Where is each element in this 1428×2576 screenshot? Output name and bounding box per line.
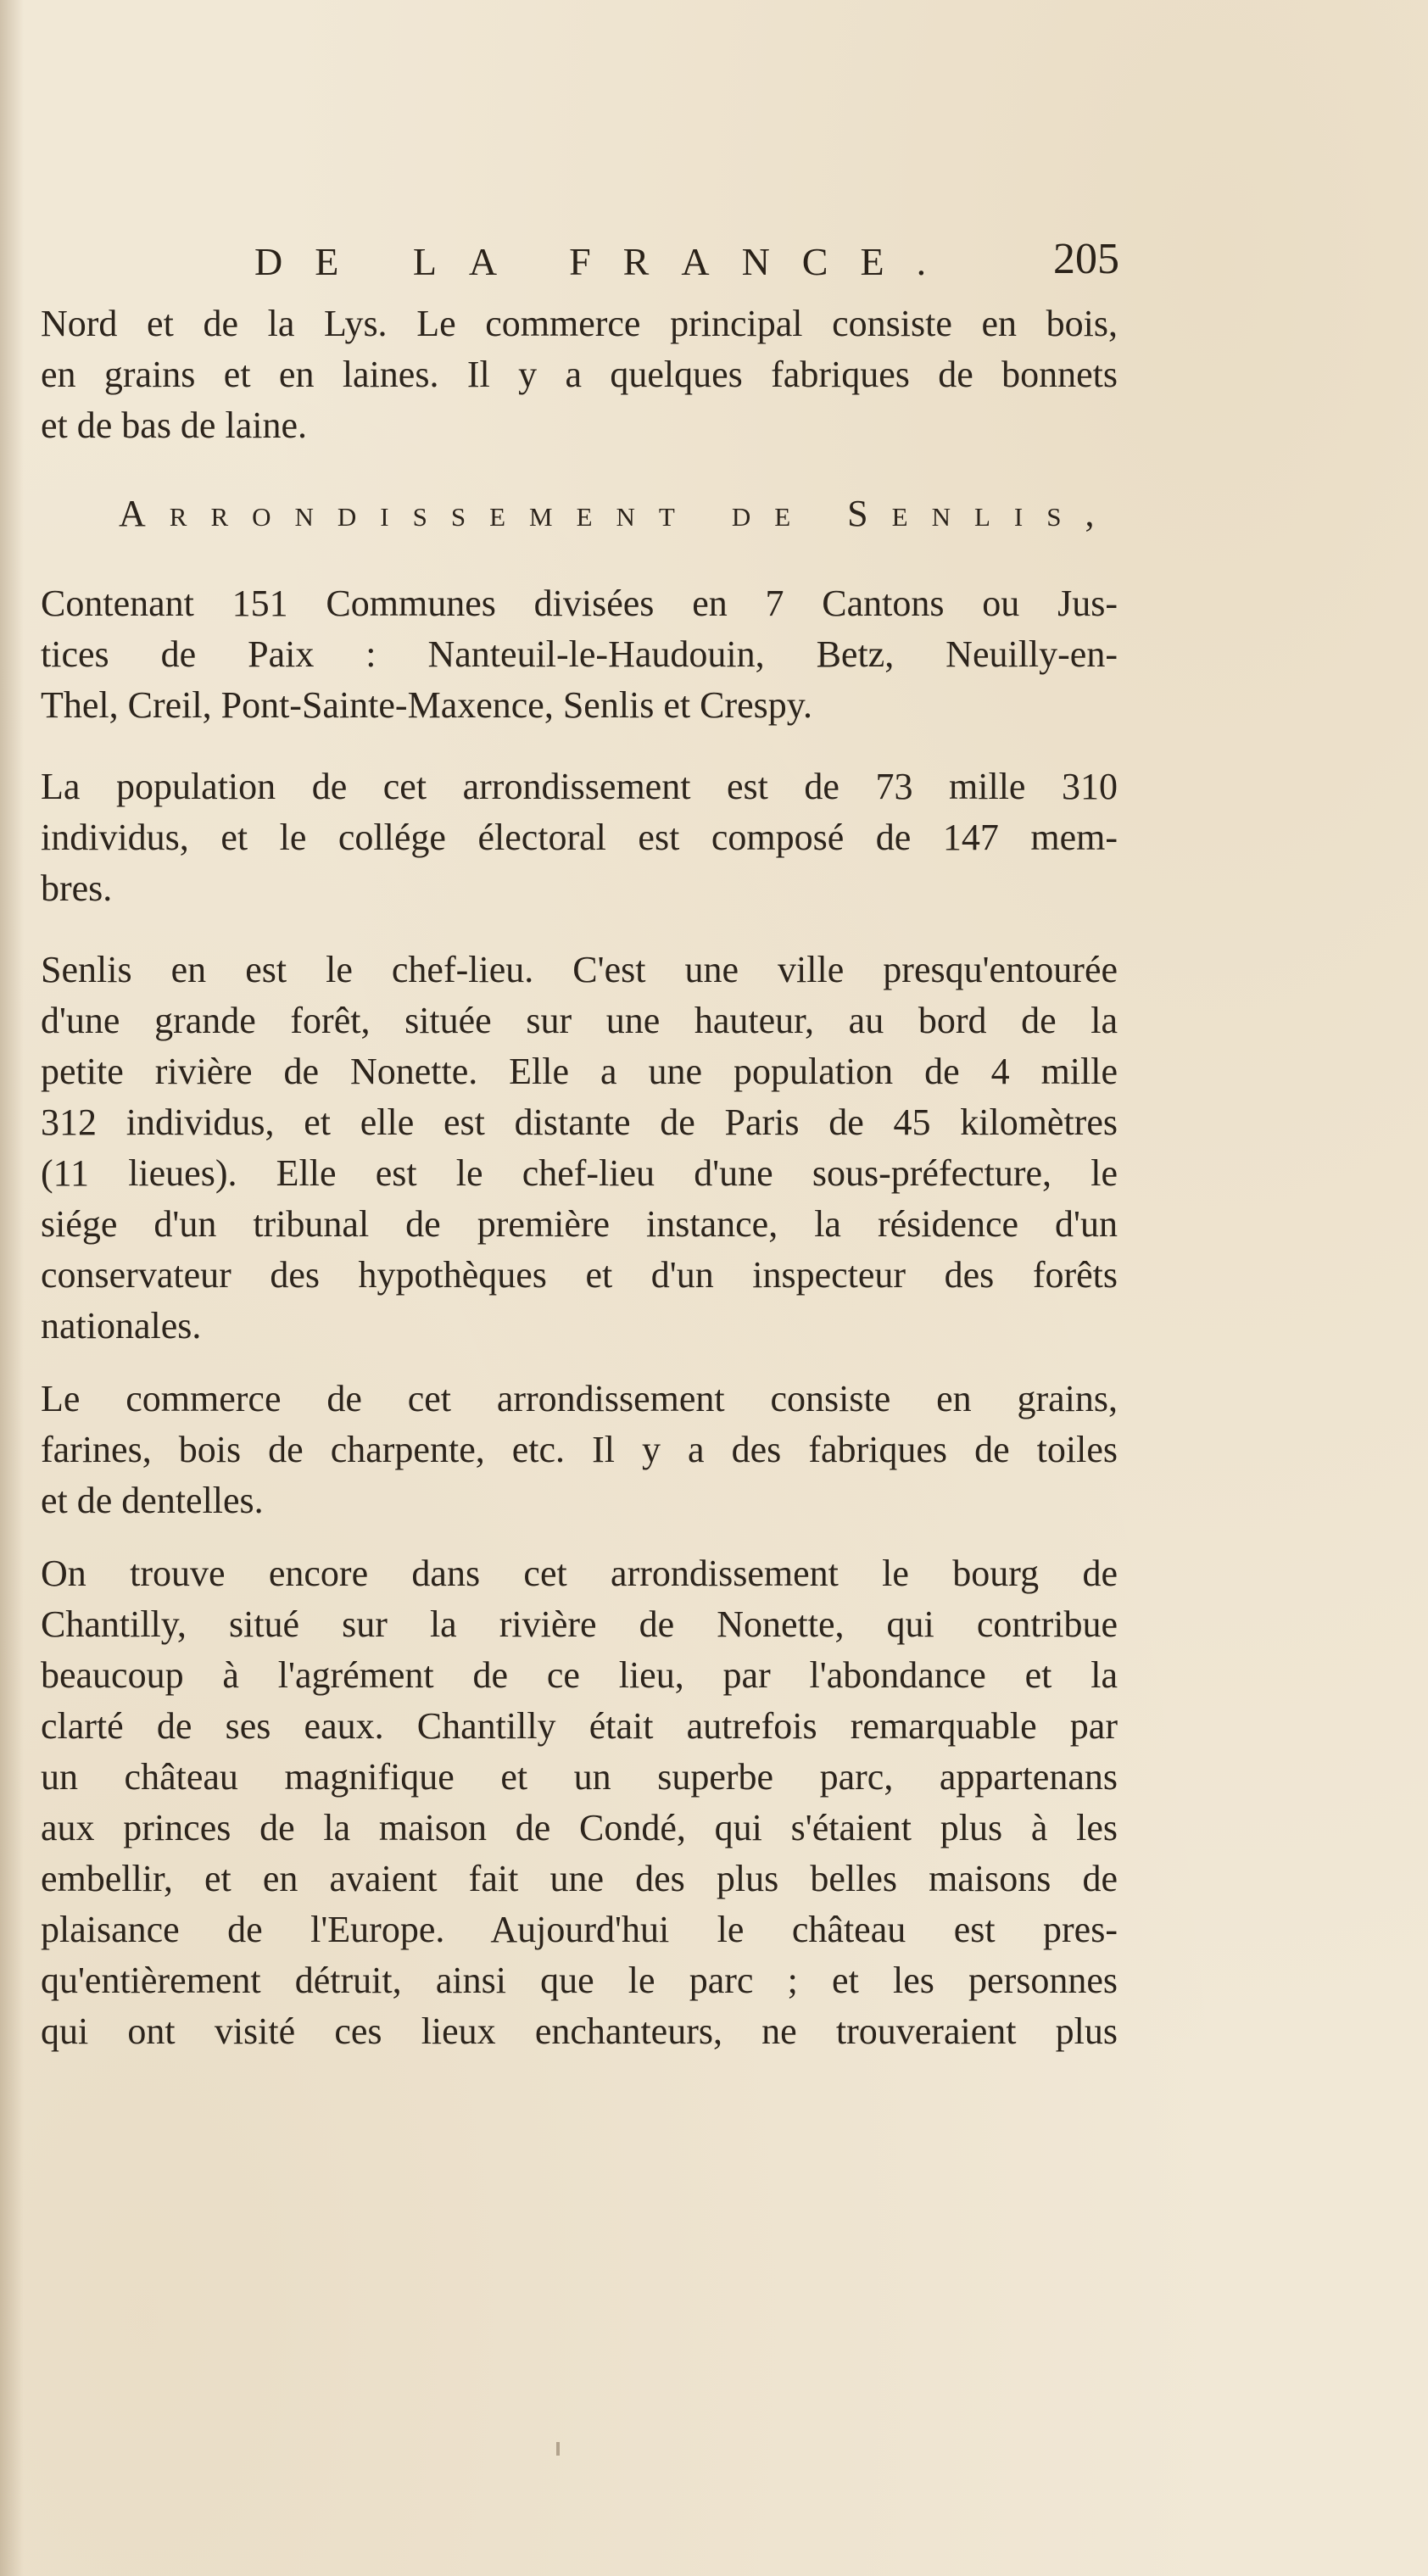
- text-line: 312 individus, et elle est distante de Paris de 45 kilomètres: [41, 1101, 1118, 1143]
- text-line: et de bas de laine.: [41, 404, 307, 446]
- text-line: siége d'un tribunal de première instance, la résidence d'un: [41, 1203, 1118, 1245]
- text-line: Contenant 151 Communes divisées en 7 Cantons ou Jus-: [41, 583, 1118, 624]
- text-line: La population de cet arrondissement est de 73 mille 310: [41, 766, 1118, 807]
- text-line: d'une grande forêt, située sur une hauteur, au bord de la: [41, 1000, 1118, 1041]
- text-line: nationales.: [41, 1305, 202, 1347]
- text-line: On trouve encore dans cet arrondissement le bourg de: [41, 1553, 1118, 1594]
- text-line: Le commerce de cet arrondissement consiste en grains,: [41, 1378, 1118, 1419]
- paragraph-chantilly: [41, 1548, 1118, 2057]
- text-line: un château magnifique et un superbe parc, appartenans: [41, 1756, 1118, 1798]
- text-line: Chantilly, situé sur la rivière de Nonette, qui contribue: [41, 1603, 1118, 1645]
- binding-shadow: [0, 0, 24, 2576]
- text-line: Nord et de la Lys. Le commerce principal consiste en bois,: [41, 303, 1118, 344]
- text-line: farines, bois de charpente, etc. Il y a des fabriques de toiles: [41, 1429, 1118, 1470]
- body-text: [41, 298, 1118, 2057]
- text-line: embellir, et en avaient fait une des plus belles maisons de: [41, 1858, 1118, 1899]
- text-line: beaucoup à l'agrément de ce lieu, par l'abondance et la: [41, 1654, 1118, 1696]
- text-line: et de dentelles.: [41, 1480, 264, 1521]
- ink-speck: [556, 2442, 560, 2456]
- text-line: bres.: [41, 867, 113, 909]
- text-line: clarté de ses eaux. Chantilly était autrefois remarquable par: [41, 1705, 1118, 1747]
- text-line: petite rivière de Nonette. Elle a une population de 4 mille: [41, 1051, 1118, 1092]
- intro-paragraph: [41, 298, 1118, 451]
- text-line: individus, et le collége électoral est composé de 147 mem-: [41, 817, 1118, 858]
- text-line: (11 lieues). Elle est le chef-lieu d'une sous-préfecture, le: [41, 1152, 1118, 1194]
- text-line: qu'entièrement détruit, ainsi que le parc ; et les personnes: [41, 1960, 1118, 2001]
- section-heading: Arrondissement de Senlis,: [119, 493, 1118, 534]
- page-number: 205: [1053, 235, 1119, 283]
- text-line: qui ont visité ces lieux enchanteurs, ne trouveraient plus: [41, 2010, 1118, 2052]
- text-line: Senlis en est le chef-lieu. C'est une ville presqu'entourée: [41, 949, 1118, 990]
- text-line: conservateur des hypothèques et d'un inspecteur des forêts: [41, 1254, 1118, 1296]
- text-line: en grains et en laines. Il y a quelques fabriques de bonnets: [41, 354, 1118, 395]
- paragraph-population: [41, 761, 1118, 914]
- text-line: plaisance de l'Europe. Aujourd'hui le château est pres-: [41, 1909, 1118, 1950]
- text-line: aux princes de la maison de Condé, qui s'étaient plus à les: [41, 1807, 1118, 1848]
- text-line: Thel, Creil, Pont-Sainte-Maxence, Senlis et Crespy.: [41, 684, 812, 726]
- page-header: [254, 235, 1119, 298]
- running-title: DE LA FRANCE.: [254, 240, 959, 283]
- text-line: tices de Paix : Nanteuil-le-Haudouin, Betz, Neuilly-en-: [41, 633, 1118, 675]
- paragraph-cantons: [41, 578, 1118, 731]
- paragraph-commerce: [41, 1374, 1118, 1526]
- paragraph-senlis: [41, 945, 1118, 1352]
